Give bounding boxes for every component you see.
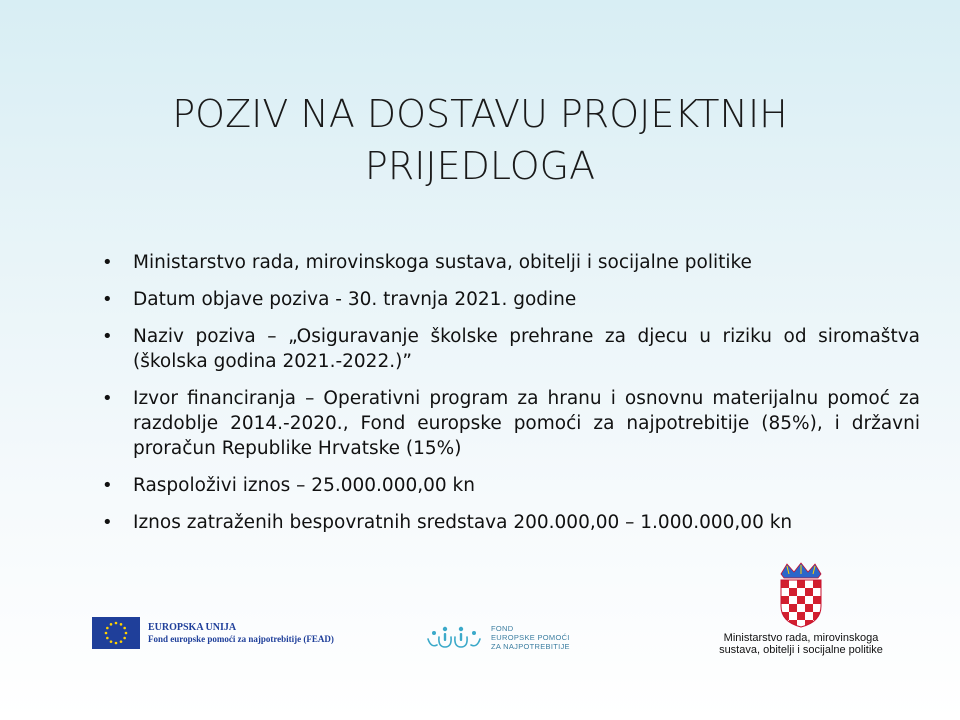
- bullet-item-ministry: • Ministarstvo rada, mirovinskoga sustava, obitelji i socijalne politike: [100, 250, 920, 275]
- bullet-item-grant-range: • Iznos zatraženih bespovratnih sredstava 200.000,00 – 1.000.000,00 kn: [100, 510, 920, 535]
- title-line-2: PRIJEDLOGA: [364, 144, 596, 188]
- bullet-list: [100, 250, 920, 547]
- ministry-caption-line-2: sustava, obitelji i socijalne politike: [719, 644, 883, 656]
- title-line-1: POZIV NA DOSTAVU PROJEKTNIH: [172, 92, 788, 136]
- eu-logo-subtitle: Fond europske pomoći za najpotrebitije (FEAD): [148, 633, 334, 644]
- bullet-item-funding-source: • Izvor financiranja – Operativni program za hranu i osnovnu materijalnu pomoć za razdoblje 2014.-2020., Fond europske pomoći za najpotrebitije (85%), i državni proračun Republike Hrvatske (15%): [100, 386, 920, 461]
- fund-logo-line-1: FOND: [491, 623, 514, 633]
- ministry-caption-line-1: Ministarstvo rada, mirovinskoga: [723, 632, 879, 644]
- bullet-item-available-amount: • Raspoloživi iznos – 25.000.000,00 kn: [100, 473, 920, 498]
- page-title: [0, 88, 960, 192]
- eu-logo-title: EUROPSKA UNIJA: [148, 621, 237, 633]
- bullet-item-date: • Datum objave poziva - 30. travnja 2021. godine: [100, 287, 920, 312]
- eu-logo: [92, 617, 334, 649]
- fund-logo-line-2: EUROPSKE POMOĆI: [491, 632, 570, 642]
- fund-logo-line-3: ZA NAJPOTREBITIJE: [491, 641, 570, 651]
- ministry-caption: [690, 632, 912, 656]
- fund-logo: [425, 623, 570, 651]
- croatian-coat-of-arms-icon: [778, 562, 824, 628]
- fund-people-icon: [425, 623, 483, 651]
- bullet-item-call-name: • Naziv poziva – „Osiguravanje školske prehrane za djecu u riziku od siromaštva (školska godina 2021.-2022.)”: [100, 324, 920, 374]
- eu-flag-icon: [92, 617, 140, 649]
